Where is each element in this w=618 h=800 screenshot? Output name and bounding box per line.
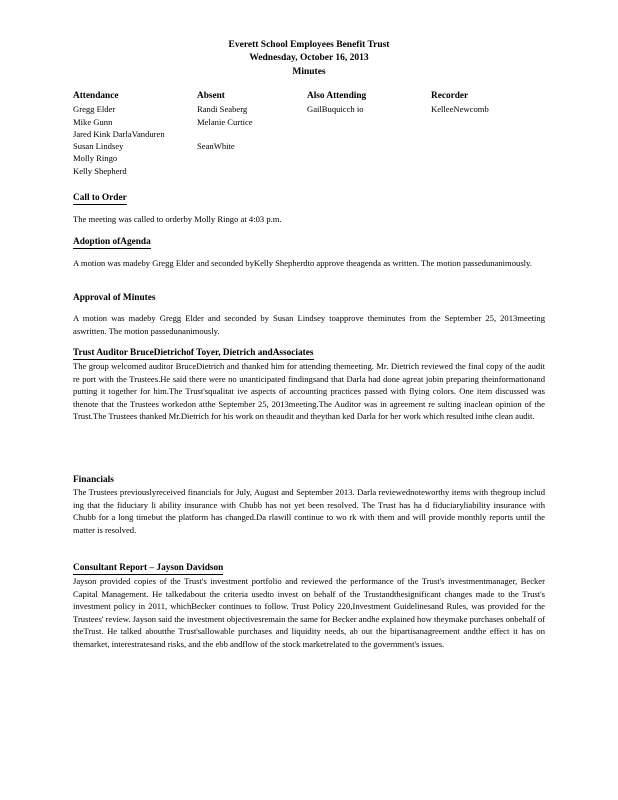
recorder-heading: Recorder: [431, 91, 469, 101]
section-body: A motion was madeby Gregg Elder and seconded by Susan Lindsey toapprove theminutes from the September 25, 2013meeting aswritten. The motion passedunanimously.: [73, 313, 545, 336]
section-approval-of-minutes: [73, 292, 545, 337]
document-subtitle: Minutes: [292, 67, 326, 77]
section-heading: Financials: [73, 475, 114, 485]
section-heading: Adoption ofAgenda: [73, 237, 151, 247]
attendee-name: Susan Lindsey: [73, 141, 124, 152]
section-body: The Trustees previouslyreceived financials for July, August and September 2013. Darla reviewednoteworthy items with thegroup includ ing that the fiduciary li ability insurance with Chubb has not yet been resolved. The Trust has ha d fiduciaryliability insurance with Chubb for a long timebut the platform has changed.Da rlawill continue to wo rk with them and will provide monthly reports until the matter is resolved.: [73, 487, 545, 535]
attendee-name: Jared Kink DarlaVanduren: [73, 128, 165, 139]
section-heading: Trust Auditor BruceDietrichof Toyer, Dietrich andAssociates: [73, 348, 314, 358]
section-trust-auditor: [73, 347, 545, 423]
recorder-name: KelleeNewcomb: [431, 104, 489, 115]
also-attending-column: [307, 90, 366, 116]
absent-column: [197, 90, 253, 152]
absent-heading: Absent: [197, 91, 225, 101]
document-title: Everett School Employees Benefit Trust: [228, 40, 390, 50]
absent-name: Melanie Curtice: [197, 116, 253, 127]
section-heading: Call to Order: [73, 193, 127, 203]
section-heading: Consultant Report – Jayson Davidson: [73, 563, 224, 573]
section-body: The group welcomed auditor BruceDietrich and thanked him for attending themeeting. Mr. Dietrich reviewed the final copy of the audit re port with the Trustees.He said there were no unanticipated findingsand that Darla had done agreat jobin preparing theinformationand putting it together for him.The Trust'squalitat ive aspects of accounting practices passed with flying colors. One item discussed was thenote that the Trustees workedon atthe September 25, 2013meeting.The Auditor was in agreement re sulting inaclean opinion of the Trust.The Trustees thanked Mr.Dietrich for his work on theaudit and theythan ked Darla for her work which resulted inthe clean audit.: [73, 361, 545, 422]
also-attending-name: GailBuquicch io: [307, 104, 364, 115]
recorder-column: [431, 90, 489, 116]
absent-name: SeanWhite: [197, 141, 235, 152]
attendee-name: Kelly Shepherd: [73, 165, 127, 176]
attendance-column: [73, 90, 165, 177]
attendee-name: Mike Gunn: [73, 116, 113, 127]
also-attending-heading: Also Attending: [307, 91, 367, 101]
section-heading: Approval of Minutes: [73, 293, 156, 303]
section-consultant-report: [73, 562, 545, 651]
attendee-name: Gregg Elder: [73, 104, 116, 115]
absent-name: Randi Seaberg: [197, 104, 248, 115]
attendee-name: Molly Ringo: [73, 153, 118, 164]
meeting-date: Wednesday, October 16, 2013: [249, 53, 369, 63]
section-adoption-of-agenda: [73, 236, 545, 270]
absent-spacer: [197, 128, 253, 140]
section-call-to-order: [73, 192, 545, 226]
attendance-heading: Attendance: [73, 91, 119, 101]
section-body: The meeting was called to orderby Molly Ringo at 4:03 p.m.: [73, 214, 282, 224]
section-body: A motion was madeby Gregg Elder and seconded byKelly Shepherdto approve theagenda as written. The motion passedunanimously.: [73, 258, 532, 268]
section-body: Jayson provided copies of the Trust's investment portfolio and reviewed the performance of the Trust's investmentmanager, Becker Capital Management. He talkedabout the criteria usedto invest on behalf of the Trustandthesignificant changes made to the Trust's investment policy in 2011, whichBecker continues to follow. Trust Policy 220,Investment Guidelinesand Rules, was provided for the Trustees' review. Jayson said the investment objectivesremain the same for Becker andhe explained how theymake purchases onbehalf of theTrust. He talked aboutthe Trust'sallowable purchases and liquidity needs, ab out the bipartisanagreement andthe effect it has on themarket, interestratesand risks, and the ebb andflow of the stock marketrelated to the government's issues.: [73, 576, 545, 649]
section-financials: [73, 474, 545, 536]
